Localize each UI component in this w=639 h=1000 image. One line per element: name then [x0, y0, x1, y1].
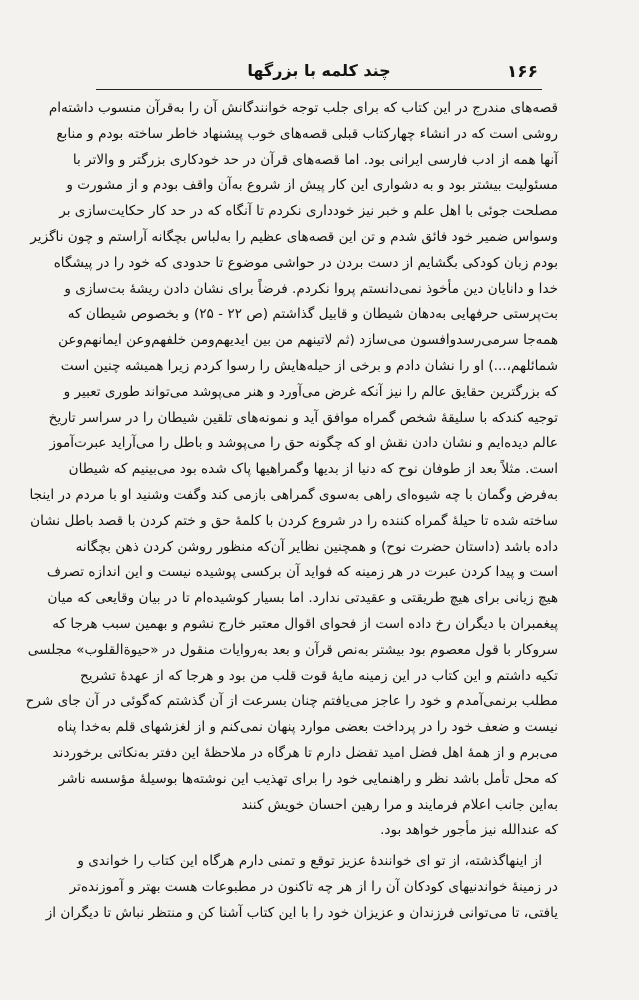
text-line: به‌فرض وگمان با چه شیوه‌ای راهی به‌سوی گمراهی بازمی کند وگفت وشنید او با مردم در اینجا — [29, 486, 558, 503]
text-line: پیغمبران با دیگران رخ داده است از فحوای اقوال معتبر خارج نشوم و بهمین سبب هرجا که — [52, 615, 558, 632]
text-line: قصه‌های مندرج در این کتاب که برای جلب توجه خوانندگانش آن را به‌قرآن منسوب داشته‌ام — [48, 100, 558, 116]
text-line: مطلب برنمی‌آمدم و خود را عاجز می‌یافتم چنان بسرعت از آن گذشتم که‌گوئی در آن جای شرح — [25, 693, 558, 710]
running-title: چند کلمه با بزرگها — [247, 61, 391, 80]
page-header — [96, 60, 542, 90]
text-line: می‌برم و از همهٔ اهل فضل امید تفضل دارم تا هرگاه در ملاحظهٔ این دفتر به‌نکاتی برخوردند — [52, 744, 558, 761]
text-line: هیچ زیانی برای هیچ طریقتی و عقیدتی ندارد. اما بسیار کوشیده‌ام تا در بیان وقایعی که میان — [47, 590, 558, 607]
page-number: ۱۶۶ — [506, 62, 538, 82]
text-line: همه‌جا سرمی‌رسدوافسون می‌سازد (ثم لاتینهم من بین ایدیهم‌ومن خلفهم‌وعن ایمانهم‌وعن — [58, 332, 558, 349]
header-rule — [96, 89, 542, 90]
text-line: روشی است که در انشاء چهارکتاب قبلی قصه‌های خوب پیشنهاد خاطر ساخته بودم و منابع — [56, 125, 558, 142]
text-line: مصلحت جوئی با اهل علم و خبر نیز خودداری نکردم تا آنگاه که در حد کار حکایت‌سازی بر — [59, 203, 558, 220]
text-line: ساخته شده تا حیلهٔ گمراه کننده را در شروع کردن با کلمهٔ حق و ختم کردن با قصد باطل نشان — [30, 512, 558, 529]
paragraph — [25, 96, 558, 844]
text-line: یافتی، تا می‌توانی فرزندان و عزیزان خود را با این کتاب آشنا کن و منتظر نباش تا دیگران از — [45, 904, 558, 921]
text-line: نیست و ضعف خود را در پرداخت بعضی موارد پنهان نمی‌کنم و از لغزشهای قلم به‌خدا پناه — [57, 719, 558, 736]
text-line: مسئولیت بیشتر بود و به دشواری این کار پیش از شروع به‌آن واقف بودم و از مشورت و — [66, 177, 558, 194]
text-line: است. مثلاً بعد از طوفان نوح که دنیا از بدیها وگمراهیها پاک شده بود می‌بینیم که شیطان — [68, 461, 558, 478]
text-line: که عندالله نیز مأجور خواهد بود. — [380, 822, 558, 839]
text-line: داده باشد (داستان حضرت نوح) و همچنین نظایر آن‌که منظور روشن کردن ذهن بچگانه — [75, 538, 558, 555]
text-line: آنها همه از ادب فارسی ایرانی بود. اما قصه‌های قرآن در حد خودکاری بزرگتر و والاتر با — [72, 151, 558, 168]
text-line: سروکار با قول معصوم بود بیشتر به‌نص قرآن و بعد به‌روایات منقول در «حیوةالقلوب» مجلسی — [27, 641, 558, 658]
text-line: توجیه کندکه با سلیقهٔ شخص گمراه موافق آید و نمونه‌های تلقین شیطان را در سراسر تاریخ — [48, 409, 558, 426]
paragraph — [45, 849, 558, 926]
text-line: در زمینهٔ خواندنیهای کودکان آن را از هر چه تاکنون در مطبوعات هست بهتر و آموزنده‌تر — [69, 878, 558, 895]
text-line: خدا و دانایان دین مأخوذ نمی‌دانستم پروا نکردم. فرضاً برای نشان دادن ریشهٔ بت‌سازی و — [64, 280, 558, 297]
body-text — [25, 96, 558, 927]
text-line: بت‌پرستی حرفهایی به‌دهان شیطان و قابیل گذاشتم (ص ۲۲ - ۲۵) و بخصوص شیطان که — [67, 306, 558, 323]
text-line: به‌این جانب اعلام فرمایند و مرا رهین احسان خویش کنند — [241, 796, 558, 813]
text-line: عالم دیده‌ایم و نشان دادن نقش او که چگونه حق را می‌پوشد و باطل را می‌آراید عبرت‌آموز — [49, 435, 558, 452]
text-line: که بزرگترین حقایق عالم را نیز آنکه غرض می‌آورد و هنر می‌پوشد می‌تواند طوری تعبیر و — [63, 383, 558, 400]
text-line: است و پیدا کردن عبرت در هر زمینه که فواید آن برکسی پوشیده نیست و این اندازه تصرف — [46, 564, 558, 581]
text-line: که محل تأمل باشد نظر و راهنمایی خود را برای تهذیب این نوشته‌ها بوسیلهٔ مؤسسه ناشر — [58, 770, 558, 787]
text-line: شمائلهم،...) او را نشان دادم و برخی از حیله‌هایش را رسوا کردم زیرا همیشه چنین است — [60, 357, 558, 374]
text-line: از اینهاگذشته، از تو ای خوانندهٔ عزیز توقع و تمنی دارم هرگاه این کتاب را خواندی و — [77, 853, 542, 870]
text-line: تکیه داشتم و این کتاب در این زمینه مایهٔ قوت قلب من بود و هرجا که از عهدهٔ تشریح — [80, 667, 558, 684]
text-line: بودم زبان کودکی بگشایم از دست بردن در حواشی موضوع تا حدودی که خود را در پیشگاه — [53, 254, 558, 271]
text-line: وسواس ضمیر خود فائق شدم و تن این قصه‌های عظیم را به‌لباس بچگانه آراستم و چون ناگزیر — [30, 228, 558, 245]
